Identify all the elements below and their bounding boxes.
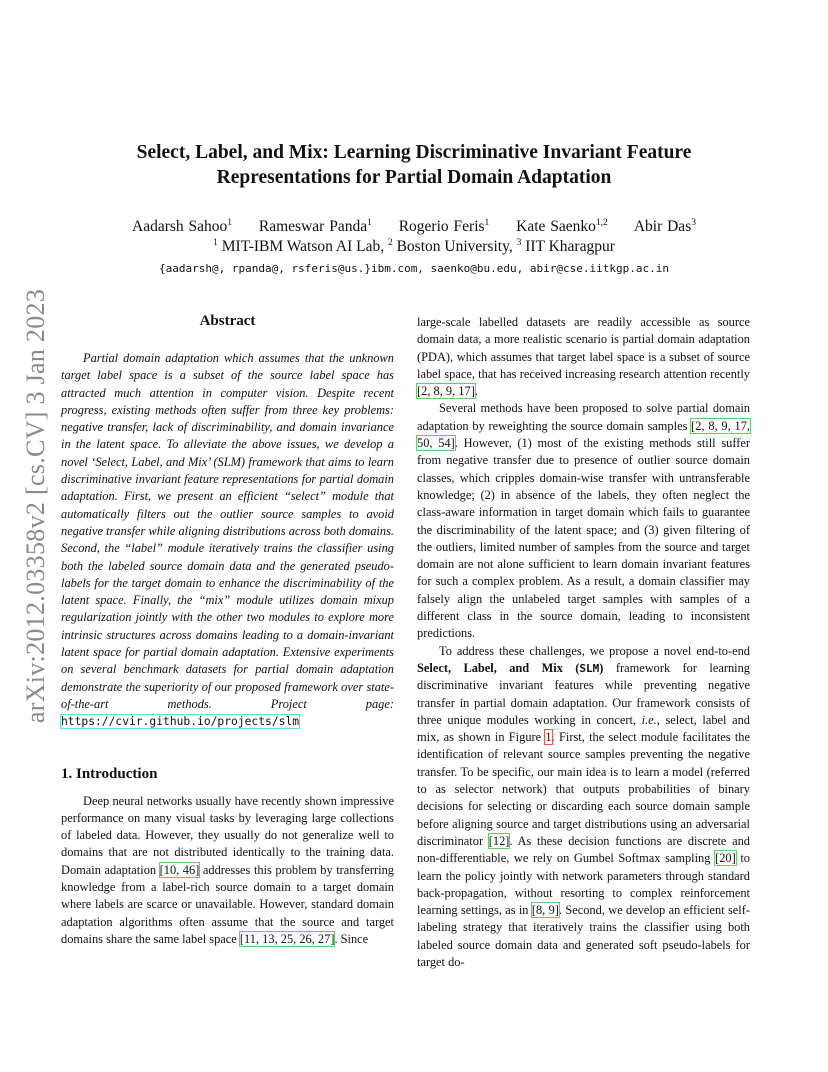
citation-link[interactable]: [20] bbox=[715, 851, 736, 866]
affiliation: Boston University, bbox=[396, 238, 513, 255]
author-list bbox=[80, 217, 748, 237]
section-heading-introduction: 1. Introduction bbox=[61, 765, 158, 782]
arxiv-stamp bbox=[14, 288, 58, 724]
body-paragraph: To address these challenges, we propose a novel end-to-end Select, Label, and Mix (SLM) framework for learning discriminative invariant features while preventing negative transfer in partial domain adaptation. Our framework consists of three unique modules working in concert, i.e., select, label and mix, as shown in Figure 1. First, the select module facilitates the identification of relevant source samples preventing the negative transfer. To be specific, our main idea is to learn a model (referred to as selector network) that outputs probabilities of binary decisions for selecting or discarding each source domain sample before aligning source and target distributions using an adversarial discriminator [12]. As these decision functions are discrete and non-differentiable, we rely on Gumbel Softmax sampling [20] to learn the policy jointly with network parameters through standard back-propagation, without resorting to complex reinforcement learning settings, as in [8, 9]. Second, we develop an efficient self-labeling strategy that iteratively trains the classifier using both labeled source domain data and generated soft pseudo-labels for target do- bbox=[417, 643, 751, 969]
citation-link[interactable]: [8, 9] bbox=[531, 903, 559, 918]
body-paragraph: large-scale labelled datasets are readily accessible as source domain data, a more realistic scenario is partial domain adaptation (PDA), which assumes that target label space is a subset of source label space, that has received increasing research attention recently [2, 8, 9, 17]. bbox=[417, 315, 750, 399]
citation-link[interactable]: [10, 46] bbox=[159, 862, 200, 877]
title-line-2: Representations for Partial Domain Adaptation bbox=[216, 167, 612, 188]
affiliation: MIT-IBM Watson AI Lab, bbox=[221, 238, 385, 255]
author: Rameswar Panda$^1$ bbox=[258, 217, 372, 235]
citation-link[interactable]: [12] bbox=[488, 833, 510, 848]
affiliations: $^1$ MIT-IBM Watson AI Lab, $^2$ Boston University, $^3$ IIT Kharagpur bbox=[213, 237, 615, 255]
body-paragraph: Several methods have been proposed to solve partial domain adaptation by reweighting the source domain samples [2, 8, 9, 17, 50, 54]. However, (1) most of the existing methods still suffer from negative transfer due to presence of outlier source domain classes, which cripples domain-wise transfer with untransferable knowledge; (2) in absence of the labels, they often neglect the class-aware information in target domain which fails to guarantee the discriminability of the latent space; and (3) given filtering of the outliers, limited number of samples from the source and target domain are not alone sufficient to learn domain invariant features for such a complex problem. As a result, a domain classifier may falsely align the unlabeled target samples with samples of a different class in the source domain, leading to inconsistent predictions. bbox=[417, 401, 750, 641]
figure-link[interactable]: 1 bbox=[545, 730, 552, 745]
author: Abir Das$^3$ bbox=[633, 217, 696, 235]
arxiv-stamp-text: arXiv:2012.03358v2 [cs.CV] 3 Jan 2023 bbox=[21, 288, 50, 724]
citation-link[interactable]: [2, 8, 9, 17, 50, 54] bbox=[417, 418, 750, 451]
author-emails: {aadarsh@, rpanda@, rsferis@us.}ibm.com, saenko@bu.edu, abir@cse.iitkgp.ac.in bbox=[159, 262, 669, 275]
paper-title bbox=[100, 140, 728, 190]
abstract-heading: Abstract bbox=[199, 313, 256, 329]
left-column bbox=[61, 312, 394, 948]
author: Kate Saenko$^{1,2}$ bbox=[516, 217, 608, 235]
abstract-text: Partial domain adaptation which assumes that the unknown target label space is a subset of the source label space has attracted much attention in computer vision. Despite recent progress, existing methods often suffer from three key problems: negative transfer, lack of discriminability, and domain invariance in the latent space. To alleviate the above issues, we develop a novel ‘Select, Label, and Mix’ (SLM) framework that aims to learn discriminative invariant feature representations for partial domain adaptation. First, we present an efficient “select” module that automatically filters out the outlier source samples to avoid negative transfer while aligning distributions across both domains. Second, the “label” module iteratively trains the classifier using both the labeled source domain data and the generated pseudo-labels for the target domain to enhance the discriminability of the latent space. Finally, the “mix” module utilizes domain mixup regularization jointly with the other two modules to explore more intrinsic structures across domains leading to a domain-invariant latent space for partial domain adaptation. Extensive experiments on several benchmark datasets for partial domain adaptation demonstrate the superiority of our proposed framework over state-of-the-art methods. Project page: https://cvir.github.io/projects/slm bbox=[61, 351, 394, 729]
affiliation: IIT Kharagpur bbox=[525, 238, 615, 255]
intro-paragraph: Deep neural networks usually have recently shown impressive performance on many visual tasks by leveraging large collections of labeled data. However, they usually do not generalize well to domains that are not distributed identically to the training data. Domain adaptation [10, 46] addresses this problem by transferring knowledge from a label-rich source domain to a target domain where labels are scarce or unavailable. However, standard domain adaptation algorithms often assume that the source and target domains share the same label space [11, 13, 25, 26, 27]. Since bbox=[61, 793, 394, 946]
title-line-1: Select, Label, and Mix: Learning Discriminative Invariant Feature bbox=[136, 142, 692, 163]
author: Rogerio Feris$^1$ bbox=[398, 217, 490, 235]
citation-link[interactable]: [11, 13, 25, 26, 27] bbox=[239, 931, 335, 946]
author: Aadarsh Sahoo$^1$ bbox=[132, 217, 233, 235]
citation-link[interactable]: [2, 8, 9, 17] bbox=[417, 384, 475, 399]
project-page-link[interactable]: https://cvir.github.io/projects/slm bbox=[61, 715, 300, 729]
right-column bbox=[417, 314, 750, 971]
